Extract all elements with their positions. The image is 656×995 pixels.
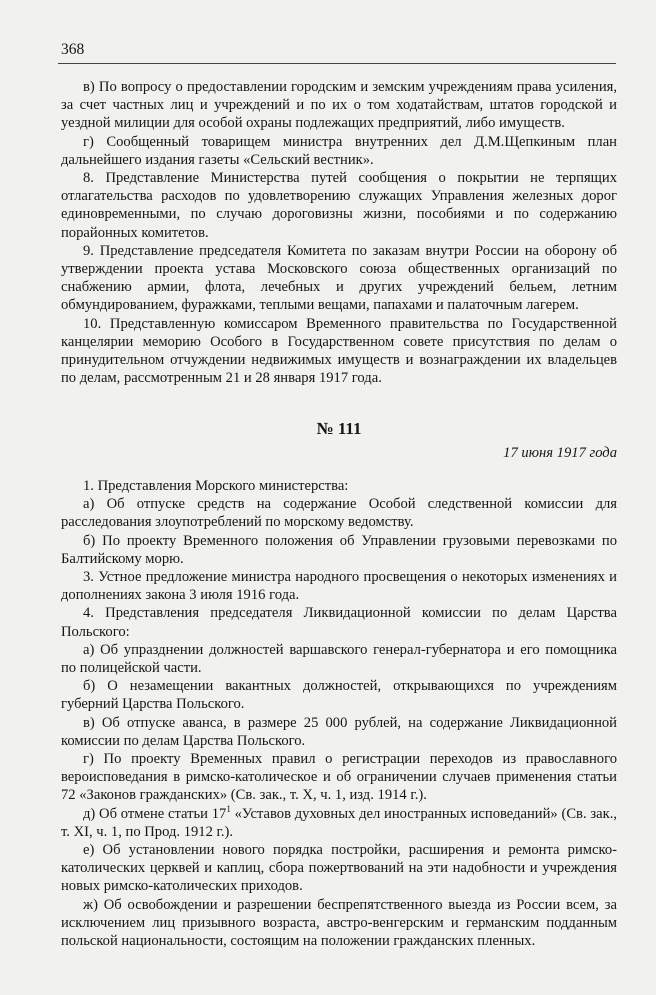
paragraph-4zh: ж) Об освобождении и разрешении беспрепятственного выезда из России всем, за исключением лиц призывного возраста, австро-венгерским и германским подданным польской национальности, состоящим на положении гражданских пленных. <box>61 896 617 950</box>
paragraph-4b: б) О незамещении вакантных должностей, открывающихся по учреждениям губерний Царства Польского. <box>61 678 617 713</box>
page-number: 368 <box>61 41 85 58</box>
paragraph-3: 3. Устное предложение министра народного просвещения о некоторых изменениях и дополнениях закона 3 июля 1916 года. <box>61 569 617 604</box>
paragraph-4: 4. Представления председателя Ликвидационной комиссии по делам Царства Польского: <box>61 605 617 640</box>
paragraph-4v: в) Об отпуске аванса, в размере 25 000 рублей, на содержание Ликвидационной комиссии по делам Царства Польского. <box>61 714 617 749</box>
document-111-text <box>61 477 617 950</box>
paragraph-4e: е) Об установлении нового порядка постройки, расширения и ремонта римско-католических церквей и каплиц, сбора пожертвований на эти надобности и учреждения новых римско-католических приходов. <box>61 842 617 895</box>
paragraph-1b: б) По проекту Временного положения об Управлении грузовыми перевозками по Балтийскому морю. <box>61 532 617 567</box>
paragraph-item-10: 10. Представленную комиссаром Временного правительства по Государственной канцелярии меморию Особого в Государственном совете присутствия по делам о принудительном отчуждении недвижимых имуществ и вознаграждении их владельцев по делам, рассмотренным 21 и 28 января 1917 года. <box>61 315 617 387</box>
paragraph-1: 1. Представления Морского министерства: <box>83 478 349 494</box>
paragraph-4d-start: д) Об отмене статьи 17 <box>83 805 227 822</box>
paragraph-4g: г) По проекту Временных правил о регистрации переходов из православного вероисповедания в римско-католическое и об ограничении случаев применения статьи 72 «Законов гражданских» (Св. зак., т. Х, ч. 1, изд. 1914 г.). <box>61 751 617 804</box>
document-number: № 111 <box>316 419 362 438</box>
paragraph-4a: а) Об упразднении должностей варшавского генерал-губернатора и его помощника по полицейской части. <box>61 641 617 677</box>
paragraph-4d-end: «Уставов духовных дел иностранных исповеданий» (Св. зак., т. XI, ч. 1, по Прод. 1912 г.). <box>61 805 617 840</box>
paragraph-1a: а) Об отпуске средств на содержание Особой следственной комиссии для расследования злоупотреблений по морскому ведомству. <box>61 496 617 531</box>
document-date: 17 июня 1917 года <box>503 445 617 461</box>
paragraph-4d <box>61 805 617 841</box>
header-rule <box>58 63 616 64</box>
previous-document-text <box>61 78 617 387</box>
superscript-footnote: 1 <box>226 803 231 814</box>
paragraph-item-g: г) Сообщенный товарищем министра внутренних дел Д.М.Щепкиным план дальнейшего издания газеты «Сельский вестник». <box>61 133 617 168</box>
paragraph-item-8: 8. Представление Министерства путей сообщения о покрытии не терпящих отлагательства расходов по удовлетворению служащих Управления железных дорог единовременными, по случаю дороговизны жизни, пособиями и по содержанию порайонных комитетов. <box>61 170 617 241</box>
paragraph-item-v: в) По вопросу о предоставлении городским и земским учреждениям права усиления, за счет частных лиц и учреждений и по их о том ходатайствам, штатов городской и уездной милиции для особой охраны подлежащих предприятий, либо имуществ. <box>61 79 617 132</box>
paragraph-item-9: 9. Представление председателя Комитета по заказам внутри России на оборону об утверждении проекта устава Московского союза общественных организаций по снабжению армии, флота, лечебных и других учреждений бельем, летним обмундированием, фуражками, теплыми вещами, папахами и палаточным лагерем. <box>61 242 617 314</box>
